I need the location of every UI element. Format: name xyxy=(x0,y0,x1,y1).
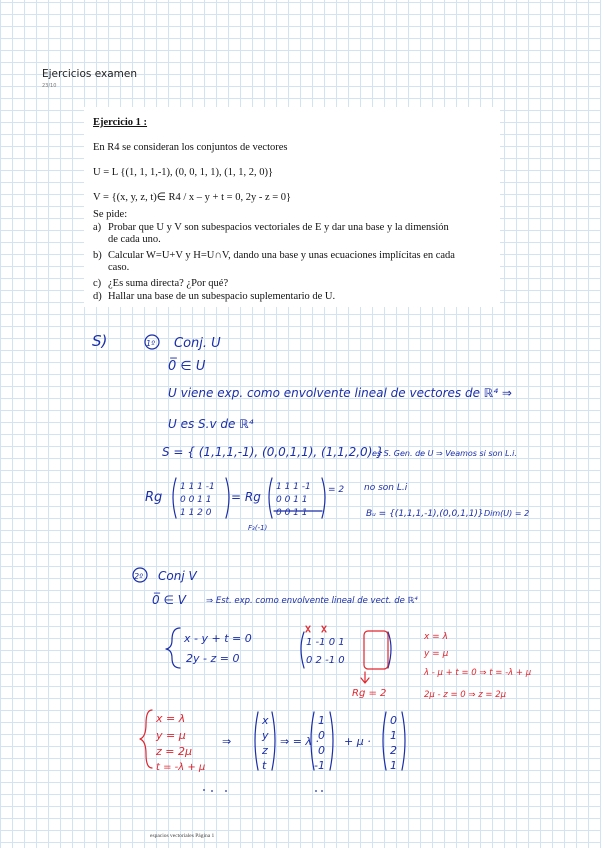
rank-v: Rg = 2 xyxy=(352,688,387,699)
page-date: 23/10 xyxy=(42,83,57,89)
exercise-set-u: U = L {(1, 1, 1,-1), (0, 0, 1, 1), (1, 1, 2, 0)} xyxy=(93,167,274,178)
vec-var-t: t xyxy=(262,759,267,772)
vec-a-2: 0 xyxy=(318,729,325,742)
zero-in-v: 0̅ ∈ V xyxy=(152,593,186,607)
rg-label2: = Rg xyxy=(231,490,261,504)
matrix1-bracket-left xyxy=(173,478,176,518)
red-line2: 2μ - z = 0 ⇒ z = 2μ xyxy=(424,690,507,700)
exercise-title: Ejercicio 1 : xyxy=(93,117,148,128)
exercise-statement: Ejercicio 1 : En R4 se consideran los conjuntos de vectores U = L {(1, 1, 1,-1), (0, 0, 1, 1), (1, 1, 2, 0)} V = {(x, y, z, t)∈ R4 / x – y + t = 0, 2y - z = 0} Se pide: a) Probar que U y V son subespacios vectoriales de E y dar una base y la dimensión de cada uno. b) Calcular W=U+V y H=U∩V, dando una base y unas ecuaciones implícitas en cada caso. c) ¿Es suma directa? ¿Por qué? d) Hallar una base de un subespacio suplementario de U. xyxy=(84,107,500,307)
solution-label: S) xyxy=(92,332,108,350)
system-brace xyxy=(166,628,180,668)
matrix2-bracket-right xyxy=(322,478,325,518)
matrix1-row3: 1 1 2 0 xyxy=(180,508,212,518)
s-gen-note: es S. Gen. de U ⇒ Veamos si son L.i. xyxy=(372,449,517,458)
vec-var-x: x xyxy=(262,714,269,727)
basis-u: Bᵤ = {(1,1,1,-1),(0,0,1,1)} xyxy=(366,509,484,519)
matrix1-row1: 1 1 1 -1 xyxy=(180,482,215,492)
not-li-note: no son L.i xyxy=(364,483,408,493)
matrix1-bracket-right xyxy=(226,478,229,518)
param-brace xyxy=(140,710,152,768)
minor-highlight xyxy=(364,631,388,669)
conj-v-heading: Conj V xyxy=(158,569,197,583)
vec-a-1: 1 xyxy=(318,714,325,727)
vec-b-bracket-right xyxy=(402,712,405,770)
zero-in-u: 0̅ ∈ U xyxy=(168,359,206,374)
row-operation: F₃(-1) xyxy=(248,524,268,532)
conj-u-heading: Conj. U xyxy=(174,336,221,351)
page-footer: espacios vectoriales Página 1 xyxy=(150,833,215,839)
vec-b-3: 2 xyxy=(390,744,397,757)
matrix-v-bracket-left xyxy=(301,632,304,668)
vec-var-z: z xyxy=(262,744,268,757)
equals-lambda: ⇒ = λ · xyxy=(280,735,319,748)
matrix2-row1: 1 1 1 -1 xyxy=(276,482,311,492)
trailing-ink-marks xyxy=(203,789,323,792)
vec-a-bracket-right xyxy=(330,712,333,770)
matrix2-bracket-left xyxy=(269,478,272,518)
equation-2: 2y - z = 0 xyxy=(186,652,240,665)
vec-b-bracket-left xyxy=(383,712,386,770)
vec-b-2: 1 xyxy=(390,729,397,742)
vec-b-1: 0 xyxy=(390,714,397,727)
matrix2-row2: 0 0 1 1 xyxy=(276,495,308,505)
red-line1: λ - μ + t = 0 ⇒ t = -λ + μ xyxy=(424,668,532,678)
param-y: y = μ xyxy=(156,729,186,742)
step2-label: 2º xyxy=(134,572,143,581)
exercise-intro: En R4 se consideran los conjuntos de vectores xyxy=(93,142,288,153)
dim-u: Dim(U) = 2 xyxy=(484,509,530,518)
implies-arrow: ⇒ xyxy=(222,735,232,748)
param-x: x = λ xyxy=(156,712,186,725)
red-check-marks xyxy=(306,626,326,632)
red-x: x = λ xyxy=(424,632,448,642)
u-sv-line: U es S.v de ℝ⁴ xyxy=(168,417,254,431)
rg-label: Rg xyxy=(145,490,163,505)
matrix1-row2: 0 0 1 1 xyxy=(180,495,212,505)
matrix2-row3: 0 0 1 1 xyxy=(276,508,308,518)
param-t: t = -λ + μ xyxy=(156,762,206,773)
rg-result: = 2 xyxy=(328,485,345,495)
red-y: y = μ xyxy=(424,649,449,659)
equation-1: x - y + t = 0 xyxy=(184,632,252,645)
s-set: S = { (1,1,1,-1), (0,0,1,1), (1,1,2,0) } xyxy=(162,445,384,459)
vec-a-3: 0 xyxy=(318,744,325,757)
vec-var-y: y xyxy=(262,729,269,742)
v-expr-line: ⇒ Est. exp. como envolvente lineal de vect. de ℝ⁴ xyxy=(206,596,418,606)
vec-var-bracket-right xyxy=(272,712,275,770)
step1-label: 1º xyxy=(146,339,155,348)
param-z: z = 2μ xyxy=(156,745,192,758)
exercise-se-pide: Se pide: xyxy=(93,209,128,220)
vec-var-bracket-left xyxy=(255,712,258,770)
matrix-v-row2: 0 2 -1 0 xyxy=(306,655,345,666)
plus-mu: + μ · xyxy=(344,735,371,748)
exercise-set-v: V = {(x, y, z, t)∈ R4 / x – y + t = 0, 2y - z = 0} xyxy=(93,192,292,203)
u-expr-line: U viene exp. como envolvente lineal de vectores de ℝ⁴ ⇒ xyxy=(168,386,512,400)
vec-a-4: -1 xyxy=(314,759,325,772)
matrix-v-row1: 1 -1 0 1 xyxy=(306,637,345,648)
page-title: Ejercicios examen xyxy=(42,68,137,80)
vec-b-4: 1 xyxy=(390,759,397,772)
